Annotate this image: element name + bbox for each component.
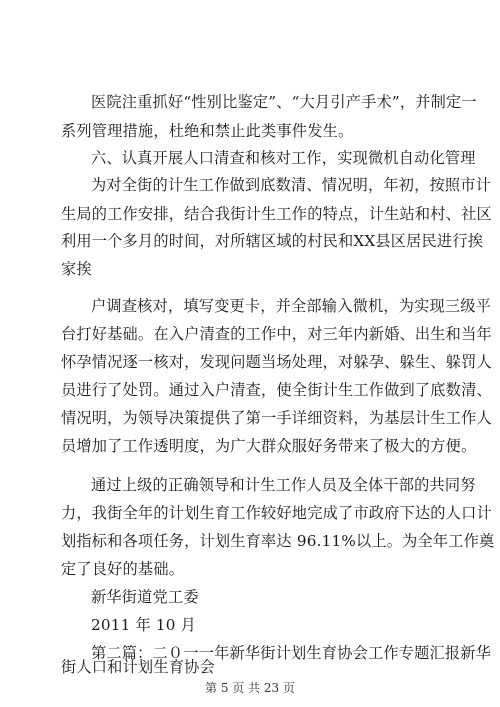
text-line: 家挨 [61, 260, 92, 278]
text-line: 定了良好的基础。 [61, 560, 185, 578]
text-line: 街人口和计划生育协会 [61, 658, 215, 676]
text-line: 医院注重抓好“性别比鉴定”、“大月引产手术”，并制定一 [91, 93, 477, 111]
text-line: 第二篇：二０一一年新华街计划生育协会工作专题汇报新华 [91, 644, 492, 662]
signature-org: 新华街道党工委 [91, 588, 199, 606]
text-line: 户调查核对，填写变更卡，并全部输入微机，为实现三级平 [91, 297, 492, 315]
text-line: 为对全街的计生工作做到底数清、情况明，年初，按照市计 [91, 176, 492, 194]
text-line: 系列管理措施，杜绝和禁止此类事件发生。 [61, 122, 354, 140]
text-line: 台打好基础。在入户清查的工作中，对三年内新婚、出生和当年 [61, 325, 492, 343]
text-line: 员进行了处罚。通过入户清查，使全街计生工作做到了底数清、 [61, 381, 492, 399]
text-line: 划指标和各项任务，计划生育率达 96.11%以上。为全年工作奠 [61, 532, 495, 550]
text-line: 员增加了工作透明度，为广大群众服好务带来了极大的方便。 [61, 437, 477, 455]
section-heading: 六、认真开展人口清查和核对工作，实现微机自动化管理 [91, 149, 476, 167]
text-line: 利用一个多月的时间，对所辖区域的村民和XX县区居民进行挨 [61, 232, 484, 250]
text-line: 力，我街全年的计划生育工作较好地完成了市政府下达的人口计 [61, 504, 492, 522]
page-footer: 第 5 页 共 23 页 [205, 681, 295, 695]
text-line: 通过上级的正确领导和计生工作人员及全体干部的共同努 [91, 476, 476, 494]
text-line: 怀孕情况逐一核对，发现问题当场处理，对躲孕、躲生、躲罚人 [61, 353, 492, 371]
signature-date: 2011 年 10 月 [91, 616, 197, 634]
text-line: 情况明，为领导决策提供了第一手详细资料，为基层计生工作人 [61, 409, 492, 427]
text-line: 生局的工作安排，结合我街计生工作的特点，计生站和村、社区 [61, 205, 492, 223]
